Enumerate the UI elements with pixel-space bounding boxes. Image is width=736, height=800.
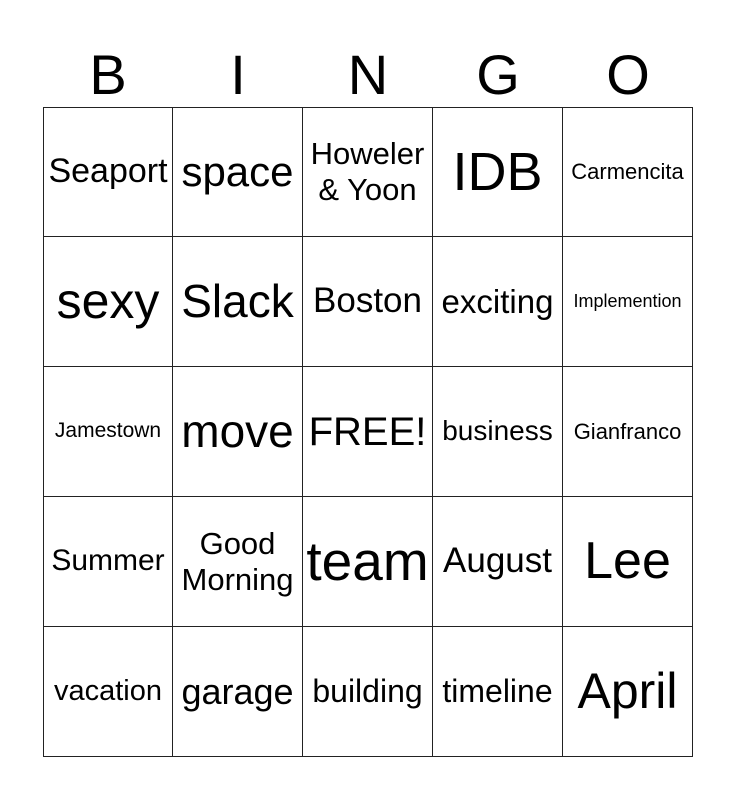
- bingo-cell[interactable]: Summer: [43, 497, 173, 627]
- bingo-header: [43, 42, 693, 108]
- bingo-cell[interactable]: building: [303, 627, 433, 757]
- bingo-cell[interactable]: Slack: [173, 237, 303, 367]
- bingo-cell[interactable]: exciting: [433, 237, 563, 367]
- bingo-cell[interactable]: Implemention: [563, 237, 693, 367]
- bingo-cell[interactable]: timeline: [433, 627, 563, 757]
- bingo-cell[interactable]: business: [433, 367, 563, 497]
- bingo-cell[interactable]: garage: [173, 627, 303, 757]
- header-letter-g: G: [476, 43, 520, 106]
- header-letter-i: I: [230, 43, 246, 106]
- bingo-cell[interactable]: Jamestown: [43, 367, 173, 497]
- bingo-board: [43, 107, 693, 757]
- bingo-cell[interactable]: IDB: [433, 107, 563, 237]
- bingo-cell[interactable]: Seaport: [43, 107, 173, 237]
- bingo-cell[interactable]: sexy: [43, 237, 173, 367]
- bingo-cell[interactable]: space: [173, 107, 303, 237]
- bingo-cell[interactable]: team: [303, 497, 433, 627]
- bingo-cell[interactable]: Good Morning: [173, 497, 303, 627]
- bingo-cell[interactable]: August: [433, 497, 563, 627]
- bingo-cell[interactable]: Gianfranco: [563, 367, 693, 497]
- bingo-cell[interactable]: vacation: [43, 627, 173, 757]
- bingo-cell[interactable]: FREE!: [303, 367, 433, 497]
- header-letter-n: N: [347, 43, 389, 106]
- bingo-cell[interactable]: Lee: [563, 497, 693, 627]
- bingo-cell[interactable]: April: [563, 627, 693, 757]
- bingo-cell[interactable]: Carmencita: [563, 107, 693, 237]
- bingo-cell[interactable]: Howeler & Yoon: [303, 107, 433, 237]
- bingo-cell[interactable]: Boston: [303, 237, 433, 367]
- header-letter-b: B: [89, 43, 127, 106]
- header-letter-o: O: [606, 43, 650, 106]
- bingo-cell[interactable]: move: [173, 367, 303, 497]
